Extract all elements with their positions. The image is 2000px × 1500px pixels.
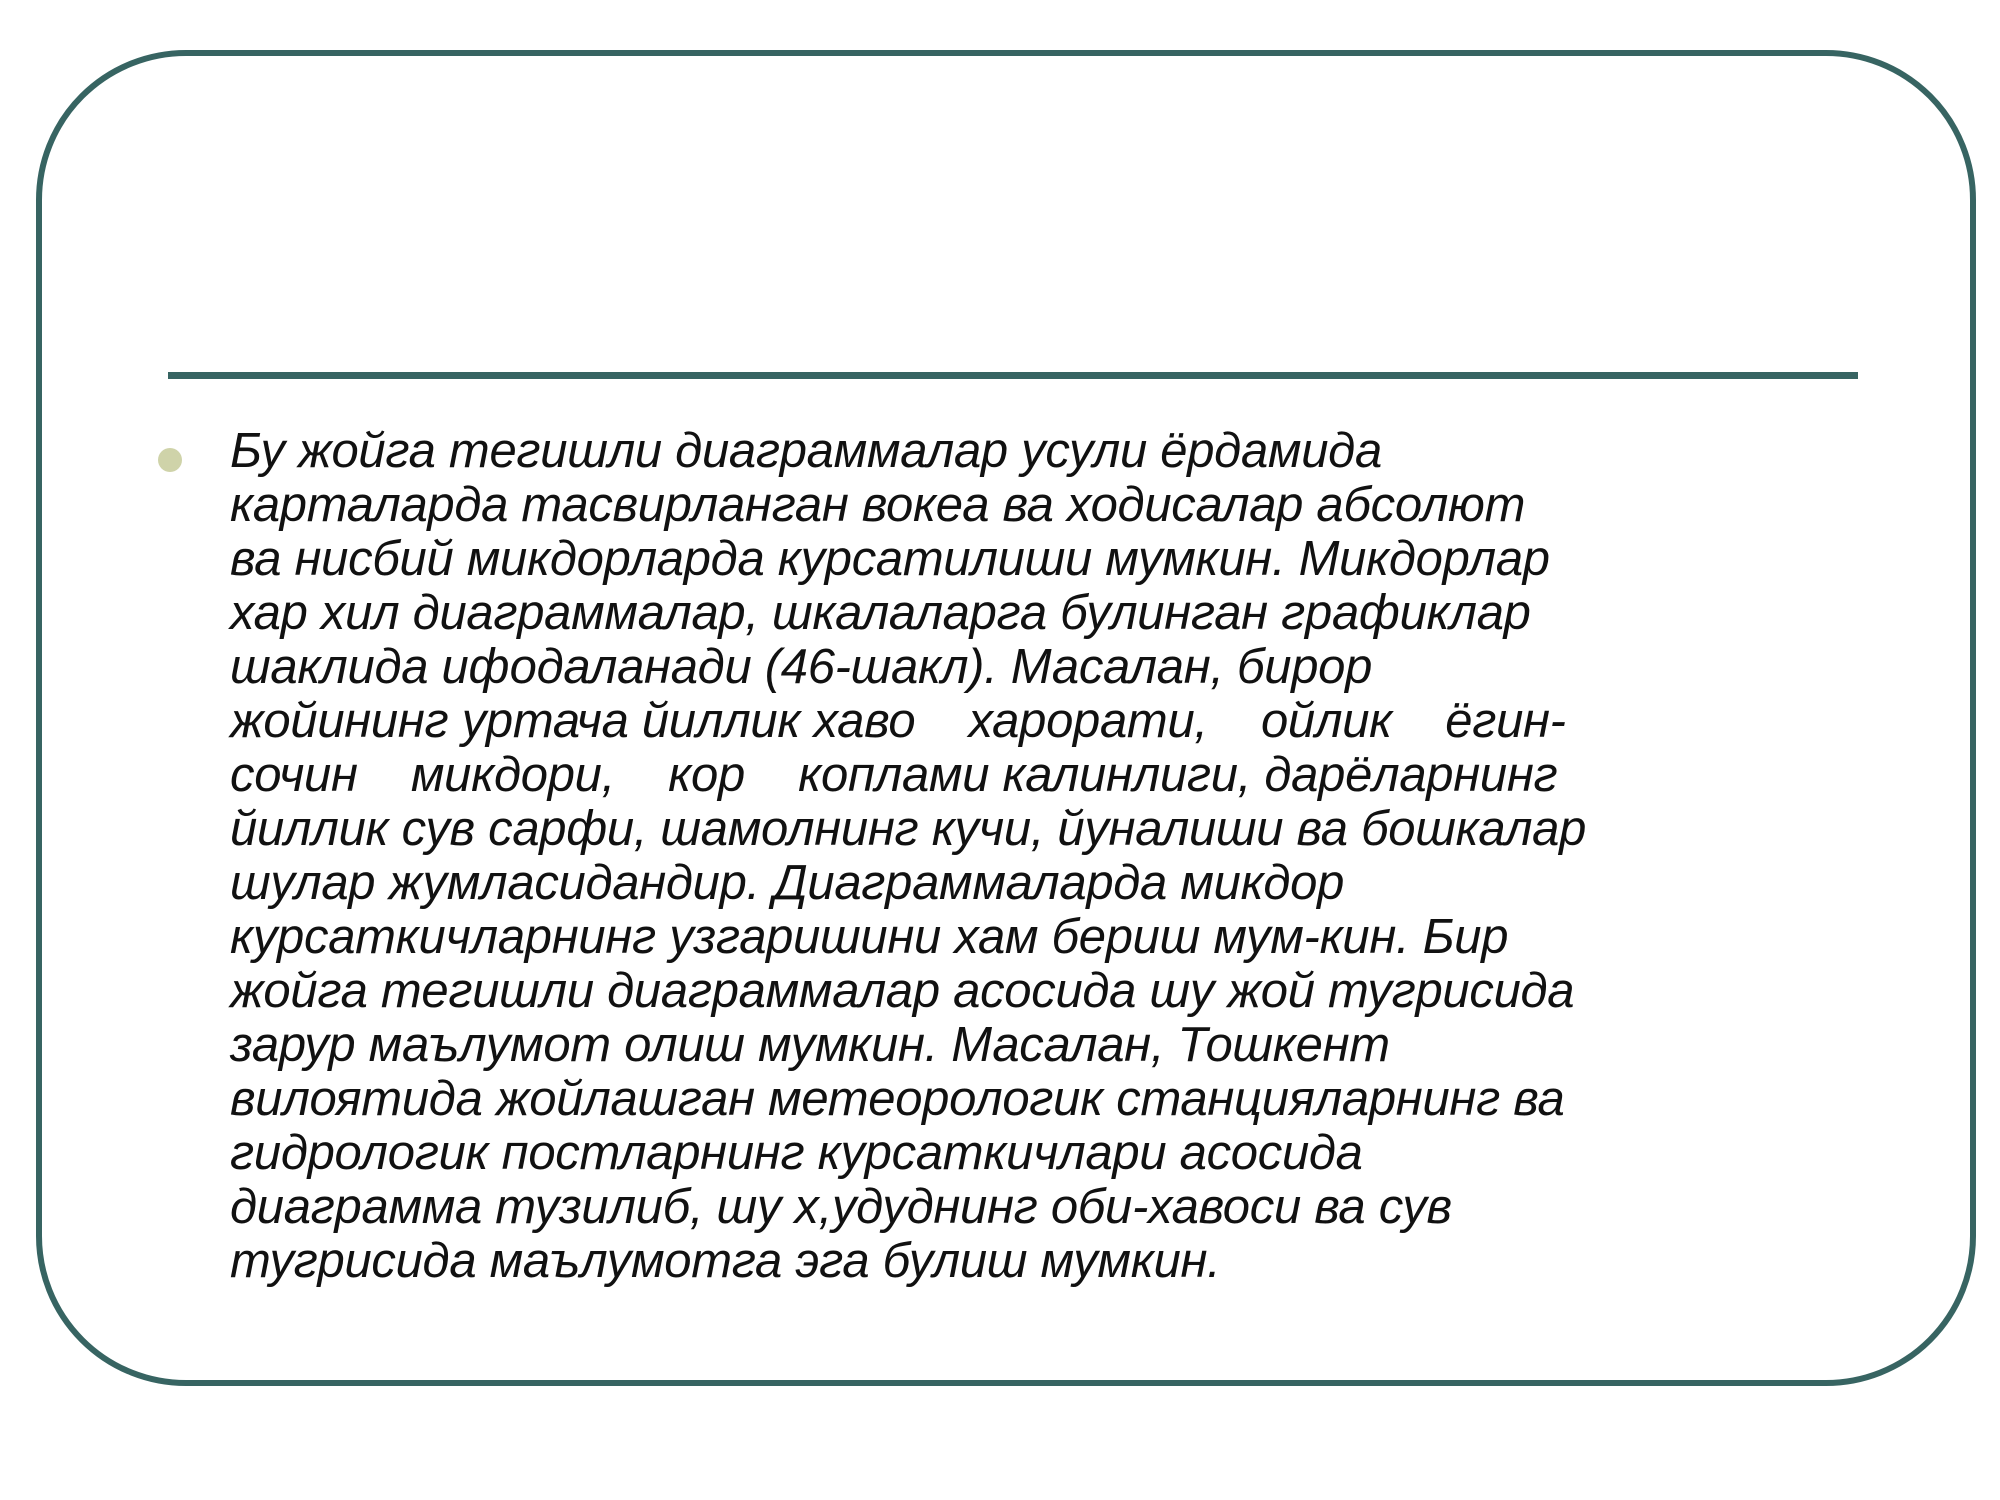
body-line-14: гидрологик постларнинг курсаткичлари асосида — [230, 1126, 1363, 1180]
body-line-7: сочин микдори, кор коплами калинлиги, дарёларнинг — [230, 748, 1558, 802]
body-line-16: тугрисида маълумотга эга булиш мумкин. — [230, 1234, 1221, 1288]
body-line-12: зарур маълумот олиш мумкин. Масалан, Тошкент — [230, 1018, 1390, 1072]
body-line-2: карталарда тасвирланган вокеа ва ходисалар абсолют — [230, 478, 1526, 532]
body-line-13: вилоятида жойлашган метеорологик станцияларнинг ва — [230, 1072, 1565, 1126]
body-line-15: диаграмма тузилиб, шу х,удуднинг оби-хавоси ва сув — [230, 1180, 1452, 1234]
title-divider — [168, 372, 1858, 379]
body-line-1: Бу жойга тегишли диаграммалар усули ёрдамида — [230, 424, 1382, 478]
body-line-4: хар хил диаграммалар, шкалаларга булинган графиклар — [230, 586, 1531, 640]
body-line-8: йиллик сув сарфи, шамолнинг кучи, йуналиши ва бошкалар — [230, 802, 1587, 856]
body-line-6: жойининг уртача йиллик хаво харорати, ойлик ёгин- — [230, 694, 1566, 748]
slide-body-text — [230, 424, 1850, 1288]
body-line-10: курсаткичларнинг узгаришини хам бериш мум-кин. Бир — [230, 910, 1509, 964]
body-line-11: жойга тегишли диаграммалар асосида шу жой тугрисида — [230, 964, 1575, 1018]
bullet-dot-icon — [158, 448, 182, 472]
body-line-5: шаклида ифодаланади (46-шакл). Масалан, бирор — [230, 640, 1373, 694]
body-line-3: ва нисбий микдорларда курсатилиши мумкин. Микдорлар — [230, 532, 1550, 586]
body-line-9: шулар жумласидандир. Диаграммаларда микдор — [230, 856, 1345, 910]
